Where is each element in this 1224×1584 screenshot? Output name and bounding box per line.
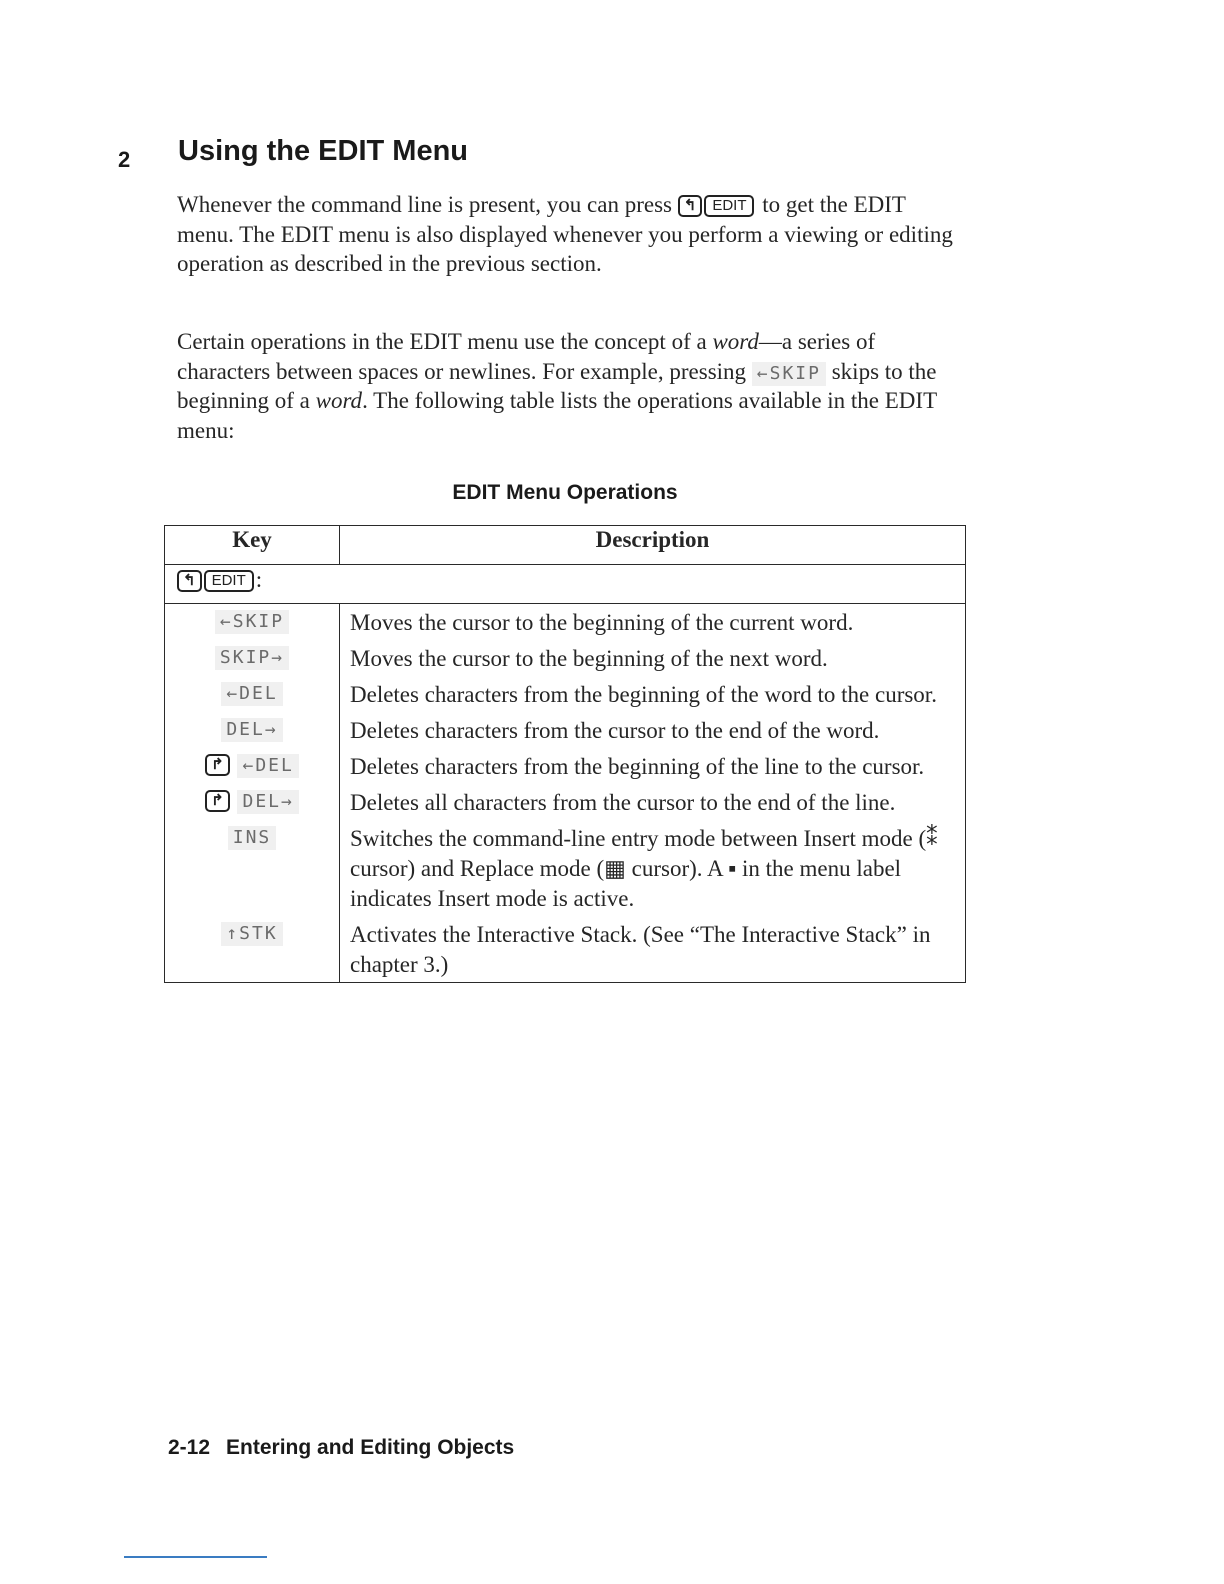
chapter-number: 2: [118, 147, 131, 172]
table-header-row: [165, 526, 966, 565]
bottom-rule: [124, 1556, 267, 1558]
key-column-header: Key: [165, 526, 340, 565]
left-shift-key: ↰: [678, 195, 703, 217]
footer-title: Entering and Editing Objects: [226, 1436, 515, 1459]
menu-label-del-back: ←DEL: [237, 754, 298, 778]
table-row: [165, 676, 966, 712]
key-cell: [165, 784, 340, 820]
menu-label-del-back: ←DEL: [221, 682, 282, 706]
key-cell: [165, 748, 340, 784]
key-cell: [165, 820, 340, 916]
key-cell: [165, 916, 340, 983]
edit-key: EDIT: [704, 195, 754, 217]
word-text-1: Certain operations in the EDIT menu use the concept of a: [177, 329, 707, 354]
skip-back-menu-label: ←SKIP: [752, 362, 826, 386]
table-row: [165, 712, 966, 748]
key-cell: [165, 676, 340, 712]
table-row: [165, 748, 966, 784]
left-shift-key: ↰: [177, 570, 202, 592]
table-title: EDIT Menu Operations: [452, 481, 678, 504]
colon: :: [255, 567, 263, 592]
edit-operations-table: [164, 525, 966, 983]
intro-text-1: Whenever the command line is present, you can press: [177, 192, 672, 217]
menu-label-del-forward: DEL→: [237, 790, 298, 814]
description-cell: Activates the Interactive Stack. (See “The Interactive Stack” in chapter 3.): [340, 916, 966, 983]
description-cell: Deletes all characters from the cursor to the end of the line.: [340, 784, 966, 820]
description-column-header: Description: [340, 526, 966, 565]
table-row: [165, 784, 966, 820]
menu-label-del-forward: DEL→: [221, 718, 282, 742]
table-row: [165, 916, 966, 983]
table-row: [165, 820, 966, 916]
intro-paragraph: [177, 190, 967, 279]
word-text-2: —a series of characters between spaces or newlines. For example, pressing: [177, 329, 876, 384]
key-cell: [165, 712, 340, 748]
key-cell: [165, 604, 340, 641]
table-row: [165, 640, 966, 676]
right-shift-key: ↱: [205, 754, 230, 776]
description-cell: Moves the cursor to the beginning of the next word.: [340, 640, 966, 676]
right-shift-key: ↱: [205, 790, 230, 812]
word-text-3: skips to the beginning of a: [177, 358, 937, 413]
description-cell: Moves the cursor to the beginning of the current word.: [340, 604, 966, 641]
page-number: 2-12: [168, 1436, 211, 1459]
edit-key-sequence: [165, 565, 966, 604]
word-italic: word: [712, 329, 759, 354]
table-row: [165, 604, 966, 641]
key-cell: [165, 640, 340, 676]
intro-text-2: to get the EDIT menu. The EDIT menu is also displayed whenever you perform a viewing or editing operation as described in the previous section.: [177, 192, 953, 276]
section-title: Using the EDIT Menu: [178, 135, 468, 167]
menu-label-ins: INS: [228, 826, 277, 850]
menu-label-skip-back: ←SKIP: [215, 610, 289, 634]
description-cell: Deletes characters from the cursor to the end of the word.: [340, 712, 966, 748]
menu-label-stk: ↑STK: [221, 922, 282, 946]
page-footer: [168, 1436, 514, 1460]
description-cell: Switches the command-line entry mode between Insert mode (⁑ cursor) and Replace mode (▦ cursor). A ▪ in the menu label indicates Insert mode is active.: [340, 820, 966, 916]
table-subheader-row: [165, 565, 966, 604]
edit-key: EDIT: [204, 570, 254, 592]
menu-label-skip-forward: SKIP→: [215, 646, 289, 670]
description-cell: Deletes characters from the beginning of the word to the cursor.: [340, 676, 966, 712]
description-cell: Deletes characters from the beginning of the line to the cursor.: [340, 748, 966, 784]
word-italic-2: word: [315, 388, 363, 413]
word-text-4: . The following table lists the operations available in the EDIT menu:: [177, 388, 937, 443]
word-concept-paragraph: [177, 327, 967, 445]
